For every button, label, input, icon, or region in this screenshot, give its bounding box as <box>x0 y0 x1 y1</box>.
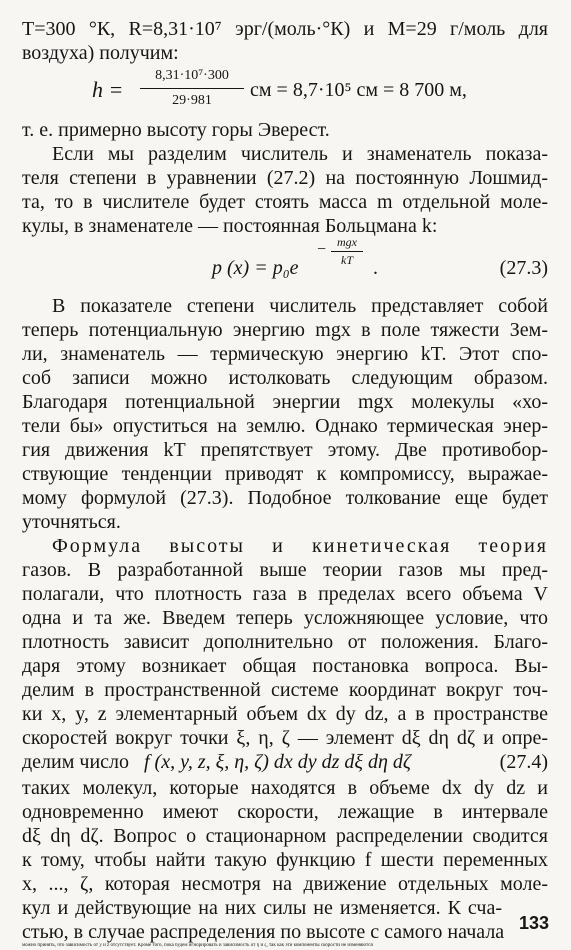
text-line: та, то в числителе будет стоять масса m отдельной моле- <box>22 191 548 213</box>
equation-dot: . <box>373 257 378 279</box>
text-line: теперь потенциальную энергию mgx в поле тяжести Зем- <box>22 319 548 341</box>
page-number: 133 <box>518 913 549 933</box>
text-line: т. е. примерно высоту горы Эверест. <box>22 119 330 141</box>
fraction-numerator: 8,31·10⁷·300 <box>155 68 229 83</box>
text-line: уточняться. <box>22 511 121 533</box>
text-line: можно принять, что зависимость от y и z отсутствует. <box>22 943 138 948</box>
text-line: кулы, в знаменателе — постоянная Больцмана k: <box>22 215 438 237</box>
exponent-numerator: mgx <box>337 235 357 249</box>
text-line: теля степени в уравнении (27.2) на постоянную Лошмид- <box>22 167 548 189</box>
text-line: плотность зависит дополнительно от положения. Благо- <box>22 631 548 653</box>
exponent-minus: − <box>317 241 327 258</box>
text-line: делим число <box>22 751 130 773</box>
page-bottom-lines <box>22 943 502 949</box>
text-line: тели бы» опуститься на землю. Однако термическая энер- <box>22 415 548 437</box>
text-line: полагали, что плотность газа в пределах всего объема V <box>22 583 548 605</box>
text-line: одна и та же. Введем теперь усложняющее условие, что <box>22 607 548 629</box>
text-line: x, ..., ζ, которая несмотря на движение отдельных моле- <box>22 873 548 895</box>
text-line: к тому, чтобы найти такую функцию f шести переменных <box>22 849 548 871</box>
text-line: скоростей вокруг точки ξ, η, ζ — элемент dξ dη dζ и опре- <box>22 727 548 749</box>
text-line: таких молекул, которые находятся в объеме dx dy dz и <box>22 777 548 799</box>
exponent-denominator: kT <box>341 253 353 267</box>
text-line: ли, знаменатель — термическую энергию kT. Этот спо- <box>22 343 548 365</box>
fraction-denominator: 29·981 <box>172 93 212 108</box>
text-line: ствующие тенденции приводят к компромиссу, выражае- <box>22 463 548 485</box>
text-line: Кроме того, пока будем игнорировать и зависимость от <box>137 943 257 948</box>
equation-number: (27.4) <box>499 751 548 773</box>
text-line: В показателе степени числитель представляет собой <box>52 295 548 317</box>
text-line: делим в пространственной системе координат вокруг точ- <box>22 679 548 701</box>
text-line: воздуха) получим: <box>22 42 179 64</box>
fraction-bar <box>140 88 244 89</box>
text-line: η и ζ, так как эти компоненты скорости не изменяются <box>256 943 373 948</box>
text-line: газов. В разработанной выше теории газов мы пред- <box>22 559 548 581</box>
equation-lhs: h = <box>92 77 124 102</box>
section-heading: Формула высоты и кинетическая теория <box>52 535 548 557</box>
text-line: мому формулой (27.3). Подобное толкование еще будет <box>22 487 548 509</box>
equation-expression: f (x, y, z, ξ, η, ζ) dx dy dz dξ dη dζ <box>144 751 412 773</box>
text-line: гия движения kT препятствует этому. Две противобор- <box>22 439 548 461</box>
text-line: dξ dη dζ. Вопрос о стационарном распределении сводится <box>22 825 548 847</box>
text-line: соб записи можно истолковать следующим образом. <box>22 367 548 389</box>
text-line: стью, в случае распределения по высоте с самого начала <box>22 921 505 943</box>
text-line: T=300 °К, R=8,31·10⁷ эрг/(моль·°К) и M=29 г/моль для <box>22 18 548 40</box>
text-line: одновременно имеют скорости, лежащие в интервале <box>22 801 548 823</box>
text-line: даря этому возникает общая постановка вопроса. Вы- <box>22 655 548 677</box>
equation-rhs: см = 8,7·10⁵ см = 8 700 м, <box>250 79 467 101</box>
text-line: Если мы разделим числитель и знаменатель показа- <box>52 143 548 165</box>
equation-lhs: p (x) = p₀e <box>212 257 299 279</box>
text-line: ки x, y, z элементарный объем dx dy dz, а в пространстве <box>22 703 548 725</box>
text-line: Благодаря потенциальной энергии mgx молекулы «хо- <box>22 391 548 413</box>
equation-number: (27.3) <box>499 257 548 279</box>
text-line: кул и действующие на них силы не изменяется. К сча- <box>22 897 502 919</box>
